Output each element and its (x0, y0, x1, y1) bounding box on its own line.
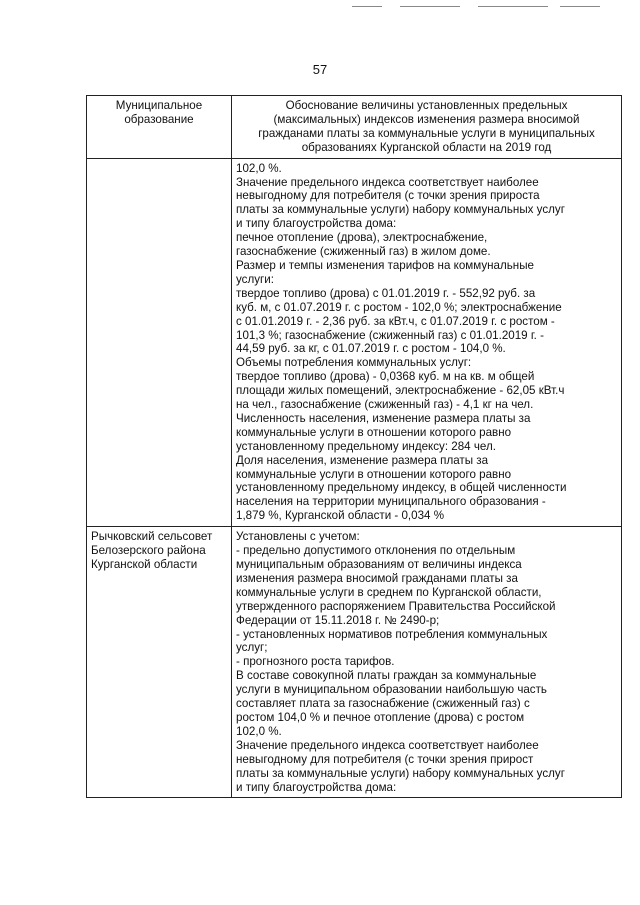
text-line: Значение предельного индекса соответствует наиболее (236, 738, 539, 752)
text-line: коммунальные услуги в отношении которого равно (236, 467, 512, 481)
text-line: невыгодному для потребителя (с точки зрения прироста (236, 189, 540, 203)
text-line: газоснабжение (сжиженный газ) в жилом доме. (236, 245, 491, 259)
text-line: муниципальным образованиям от величины индекса (236, 558, 522, 571)
top-scan-mark (352, 6, 382, 7)
text-line: невыгодному для потребителя (с точки зрения прирост (236, 752, 534, 766)
text-line: услуг; (236, 641, 268, 655)
text-line: коммунальные услуги в среднем по Курганской области, (236, 585, 542, 599)
text-line: твердое топливо (дрова) - 0,0368 куб. м на кв. м общей (236, 370, 535, 384)
text-line: услуги: (236, 272, 274, 286)
text-line: утвержденного распоряжением Правительства Российской (236, 599, 556, 613)
text-line: В составе совокупной платы граждан за коммунальные (236, 669, 537, 683)
text-line: Установлены с учетом: (236, 530, 360, 544)
text-line: на чел., газоснабжение (сжиженный газ) - 4,1 кг на чел. (236, 398, 534, 412)
text-line: коммунальные услуги в отношении которого равно (236, 425, 512, 439)
text-line: Значение предельного индекса соответствует наиболее (236, 175, 539, 189)
text-line: ростом 104,0 % и печное отопление (дрова) с ростом (236, 710, 525, 724)
text-line: Федерации от 15.11.2018 г. № 2490-р; (236, 613, 440, 627)
text-line: с 01.01.2019 г. - 2,36 руб. за кВт.ч, с 01.07.2019 г. с ростом - (236, 314, 555, 328)
text-line: площади жилых помещений, электроснабжение - 62,05 кВт.ч (236, 384, 565, 398)
text-line: населения на территории муниципального образования - (236, 495, 546, 509)
table-row (87, 158, 622, 527)
text-line: Объемы потребления коммунальных услуг: (236, 356, 472, 370)
top-scan-mark (478, 6, 548, 7)
text-line: куб. м, с 01.07.2019 г. с ростом - 102,0 %; электроснабжение (236, 300, 562, 314)
text-line: 102,0 %. (236, 161, 282, 175)
text-line: - предельно допустимого отклонения по отдельным (236, 544, 516, 558)
municipality-cell (87, 158, 232, 527)
top-scan-mark (560, 6, 600, 7)
text-line: - установленных нормативов потребления коммунальных (236, 627, 548, 641)
justification-cell (232, 158, 622, 527)
text-line: печное отопление (дрова), электроснабжение, (236, 231, 488, 245)
text-line: 1,879 %, Курганской области - 0,034 % (236, 509, 445, 523)
text-line: изменения размера вносимой гражданами платы за (236, 571, 518, 585)
header-municipality: Муниципальное образование (87, 96, 232, 159)
text-line: 44,59 руб. за кг, с 01.07.2019 г. с ростом - 104,0 %. (236, 342, 506, 356)
justification-cell (232, 527, 622, 798)
text-line: услуги в муниципальном образовании наибольшую часть (236, 683, 547, 697)
municipality-line: Рычковский сельсовет (91, 530, 213, 544)
municipality-line: Белозерского района (91, 544, 206, 558)
municipality-cell (87, 527, 232, 798)
text-line: твердое топливо (дрова) с 01.01.2019 г. - 552,92 руб. за (236, 286, 536, 300)
text-line: Размер и темпы изменения тарифов на коммунальные (236, 258, 534, 272)
text-line: и типу благоустройства дома: (236, 217, 397, 231)
text-line: установленному предельному индексу: 284 чел. (236, 439, 496, 453)
text-line: и типу благоустройства дома: (236, 780, 397, 794)
justification-table (86, 95, 622, 798)
text-line: платы за коммунальные услуги) набору коммунальных услуг (236, 766, 565, 780)
table-header-row (87, 96, 622, 159)
header-justification: Обоснование величины установленных предельных (максимальных) индексов изменения размера вносимой гражданами платы за коммунальные услуги в муниципальных образованиях Курганской области на 2019 год (232, 96, 622, 159)
text-line: - прогнозного роста тарифов. (236, 655, 395, 669)
text-line: установленному предельному индексу, в общей численности (236, 481, 567, 495)
text-line: 101,3 %; газоснабжение (сжиженный газ) с 01.01.2019 г. - (236, 328, 544, 342)
text-line: Доля населения, изменение размера платы за (236, 453, 489, 467)
page-number: 57 (312, 62, 328, 77)
text-line: Численность населения, изменение размера платы за (236, 411, 531, 425)
text-line: 102,0 %. (236, 724, 282, 738)
text-line: составляет плата за газоснабжение (сжиженный газ) с (236, 697, 530, 711)
municipality-line: Курганской области (91, 558, 198, 571)
table-row (87, 527, 622, 798)
text-line: платы за коммунальные услуги) набору коммунальных услуг (236, 203, 565, 217)
top-scan-mark (400, 6, 460, 7)
